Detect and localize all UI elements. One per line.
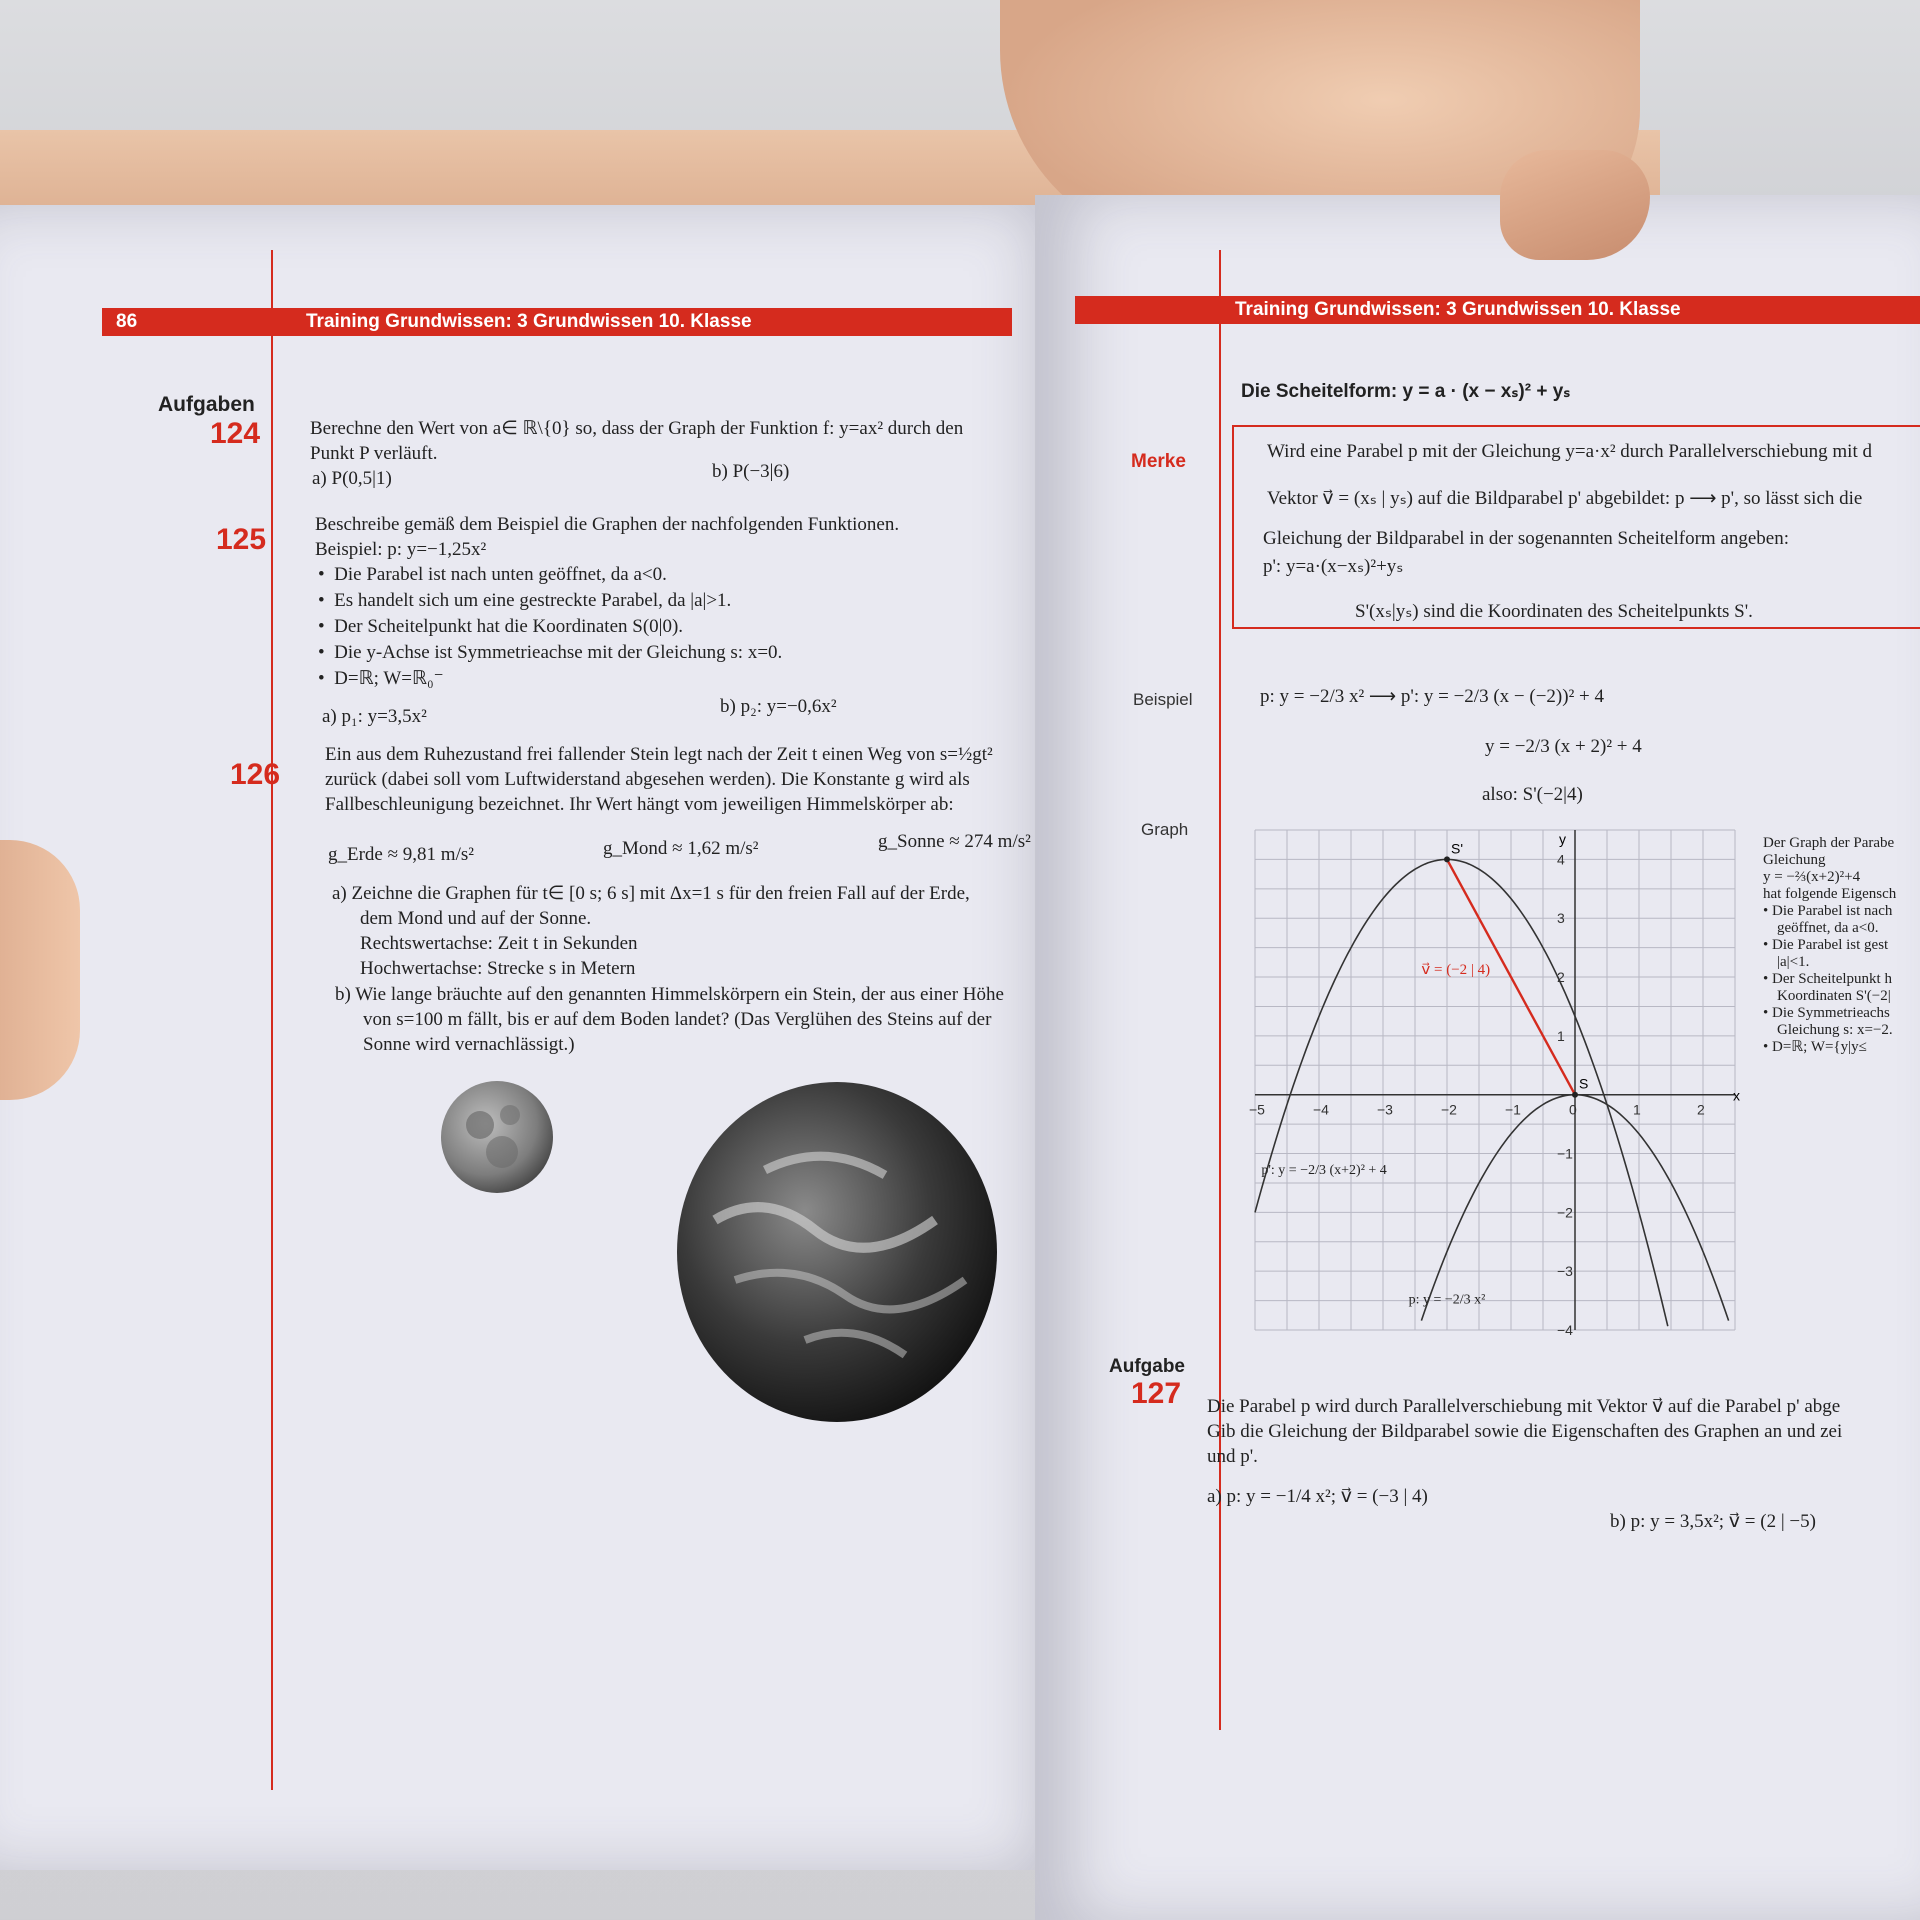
y-tick-label: 4	[1557, 851, 1565, 868]
merke-line-4: p': y=a·(x−xₛ)²+yₛ	[1263, 556, 1404, 577]
vertex-point	[1572, 1092, 1578, 1098]
task-126-number: 126	[230, 758, 281, 791]
g-sonne: g_Sonne ≈ 274 m/s²	[878, 831, 1031, 852]
graph-note-line: Koordinaten S'(−2|	[1777, 988, 1891, 1004]
graph-label: Graph	[1141, 820, 1189, 839]
x-tick-label: 0	[1569, 1101, 1577, 1118]
aufgaben-label: Aufgaben	[158, 393, 255, 416]
x-tick-label: −3	[1377, 1101, 1393, 1118]
task-125-bullet-4: • Die y-Achse ist Symmetrieachse mit der Gleichung s: x=0.	[318, 642, 783, 663]
aufgabe-label: Aufgabe	[1109, 1356, 1185, 1377]
y-tick-label: −2	[1557, 1204, 1573, 1221]
hand-left	[0, 840, 80, 1100]
task-125-a: a) p₁: y=3,5x²	[322, 706, 427, 727]
graph-note-line: Der Graph der Parabe	[1763, 835, 1895, 851]
graph-note-line: • Die Parabel ist nach	[1763, 903, 1893, 919]
task-127-b: b) p: y = 3,5x²; v⃗ = (2 | −5)	[1610, 1511, 1816, 1532]
task-125-bullet-3: • Der Scheitelpunkt hat die Koordinaten S(0|0).	[318, 616, 684, 637]
thumb	[1500, 150, 1650, 260]
vertex-label: S'	[1451, 840, 1464, 857]
left-header-title: Training Grundwissen: 3 Grundwissen 10. Klasse	[306, 311, 752, 332]
graph-note-line: • D=ℝ; W={y|y≤	[1763, 1039, 1867, 1055]
parabola-chart	[1235, 820, 1755, 1350]
left-page	[0, 205, 1075, 1870]
beispiel-line-1: p: y = −2/3 x² ⟶ p': y = −2/3 (x − (−2))² + 4	[1260, 686, 1604, 707]
task-126-b-1: b) Wie lange bräuchte auf den genannten Himmelskörpern ein Stein, der aus einer Höhe	[335, 984, 1004, 1005]
right-header-bar	[1075, 296, 1920, 324]
graph-note-line: Gleichung	[1763, 852, 1826, 868]
task-124-b: b) P(−3|6)	[712, 461, 790, 482]
moon-image	[440, 1080, 555, 1195]
vertex-point	[1444, 856, 1450, 862]
graph-note-line: hat folgende Eigensch	[1763, 886, 1897, 902]
task-126-a-4: Hochwertachse: Strecke s in Metern	[360, 958, 636, 979]
merke-line-1: Wird eine Parabel p mit der Gleichung y=a·x² durch Parallelverschiebung mit d	[1267, 441, 1872, 462]
merke-line-3: Gleichung der Bildparabel in der sogenannten Scheitelform angeben:	[1263, 528, 1790, 549]
task-125-number: 125	[216, 523, 267, 556]
graph-note-line: Gleichung s: x=−2.	[1777, 1022, 1893, 1038]
margin-line-left	[271, 250, 273, 1790]
task-125-bullet-1: • Die Parabel ist nach unten geöffnet, da a<0.	[318, 564, 667, 585]
graph-note-line: • Der Scheitelpunkt h	[1763, 971, 1892, 987]
merke-line-5: S'(xₛ|yₛ) sind die Koordinaten des Scheitelpunkts S'.	[1355, 601, 1753, 622]
task-125-text-2: Beispiel: p: y=−1,25x²	[315, 539, 487, 560]
shift-vector-label: v⃗ = (−2 | 4)	[1421, 962, 1491, 979]
page-number: 86	[116, 311, 138, 332]
left-header-bar	[102, 308, 1012, 336]
y-axis-label: y	[1559, 831, 1566, 847]
beispiel-line-3: also: S'(−2|4)	[1482, 784, 1583, 805]
graph-note-line: |a|<1.	[1777, 954, 1810, 970]
task-127-line-1: Die Parabel p wird durch Parallelverschiebung mit Vektor v⃗ auf die Parabel p' abge	[1207, 1396, 1841, 1417]
g-erde: g_Erde ≈ 9,81 m/s²	[328, 844, 474, 865]
task-125-bullet-2: • Es handelt sich um eine gestreckte Parabel, da |a|>1.	[318, 590, 732, 611]
task-127-a: a) p: y = −1/4 x²; v⃗ = (−3 | 4)	[1207, 1486, 1428, 1507]
y-tick-label: −4	[1557, 1322, 1573, 1338]
task-126-b-3: Sonne wird vernachlässigt.)	[363, 1034, 575, 1055]
g-mond: g_Mond ≈ 1,62 m/s²	[603, 838, 759, 859]
task-126-a-1: a) Zeichne die Graphen für t∈ [0 s; 6 s] mit Δx=1 s für den freien Fall auf der Erde,	[332, 883, 970, 904]
merke-line-2: Vektor v⃗ = (xₛ | yₛ) auf die Bildparabel p' abgebildet: p ⟶ p', so lässt sich die	[1267, 488, 1863, 509]
earth-image	[675, 1080, 1000, 1425]
task-125-text-1: Beschreibe gemäß dem Beispiel die Graphen der nachfolgenden Funktionen.	[315, 514, 900, 535]
right-page	[1035, 195, 1920, 1920]
y-tick-label: 1	[1557, 1027, 1565, 1044]
x-tick-label: 2	[1697, 1101, 1705, 1118]
task-125-bullet-5: • D=ℝ; W=ℝ₀⁻	[318, 668, 444, 689]
y-tick-label: −3	[1557, 1263, 1573, 1280]
x-tick-label: −2	[1441, 1101, 1457, 1118]
graph-note-line: geöffnet, da a<0.	[1777, 920, 1879, 936]
task-126-line-1: Ein aus dem Ruhezustand frei fallender Stein legt nach der Zeit t einen Weg von s=½gt²	[325, 744, 993, 765]
graph-note-line: y = −⅔(x+2)²+4	[1763, 869, 1861, 885]
x-tick-label: −1	[1505, 1101, 1521, 1118]
task-126-a-2: dem Mond und auf der Sonne.	[360, 908, 592, 929]
task-124-text-1: Berechne den Wert von a∈ ℝ\{0} so, dass der Graph der Funktion f: y=ax² durch den	[310, 418, 964, 439]
task-126-a-3: Rechtswertachse: Zeit t in Sekunden	[360, 933, 638, 954]
task-126-line-3: Fallbeschleunigung bezeichnet. Ihr Wert hängt vom jeweiligen Himmelskörper ab:	[325, 794, 954, 815]
y-tick-label: 3	[1557, 910, 1565, 927]
task-127-number: 127	[1131, 1377, 1182, 1410]
merke-label: Merke	[1131, 451, 1186, 472]
right-header-title: Training Grundwissen: 3 Grundwissen 10. Klasse	[1235, 299, 1681, 320]
series-label: p: y = −2/3 x²	[1408, 1292, 1486, 1308]
task-126-line-2: zurück (dabei soll vom Luftwiderstand abgesehen werden). Die Konstante g wird als	[325, 769, 970, 790]
task-127-line-2: Gib die Gleichung der Bildparabel sowie die Eigenschaften des Graphen an und zei	[1207, 1421, 1843, 1442]
beispiel-label: Beispiel	[1133, 690, 1193, 709]
task-124-text-2: Punkt P verläuft.	[310, 443, 438, 464]
scheitelform-title: Die Scheitelform: y = a · (x − xₛ)² + yₛ	[1241, 381, 1571, 402]
x-tick-label: 1	[1633, 1101, 1641, 1118]
x-axis-label: x	[1733, 1087, 1740, 1104]
vertex-label: S	[1579, 1075, 1589, 1092]
x-tick-label: −5	[1249, 1101, 1265, 1118]
graph-note	[1763, 835, 1896, 1056]
y-tick-label: −1	[1557, 1145, 1573, 1162]
task-126-b-2: von s=100 m fällt, bis er auf dem Boden landet? (Das Verglühen des Steins auf der	[363, 1009, 992, 1030]
task-125-b: b) p₂: y=−0,6x²	[720, 696, 837, 717]
task-124-a: a) P(0,5|1)	[312, 468, 392, 489]
parabola-series-0	[1255, 859, 1668, 1326]
beispiel-line-2: y = −2/3 (x + 2)² + 4	[1485, 736, 1642, 757]
task-124-number: 124	[210, 417, 261, 450]
graph-note-line: • Die Parabel ist gest	[1763, 937, 1889, 953]
graph-note-line: • Die Symmetrieachs	[1763, 1005, 1890, 1021]
series-label: p': y = −2/3 (x+2)² + 4	[1261, 1163, 1387, 1179]
task-127-line-3: und p'.	[1207, 1446, 1258, 1467]
x-tick-label: −4	[1313, 1101, 1329, 1118]
y-tick-label: 2	[1557, 969, 1565, 986]
